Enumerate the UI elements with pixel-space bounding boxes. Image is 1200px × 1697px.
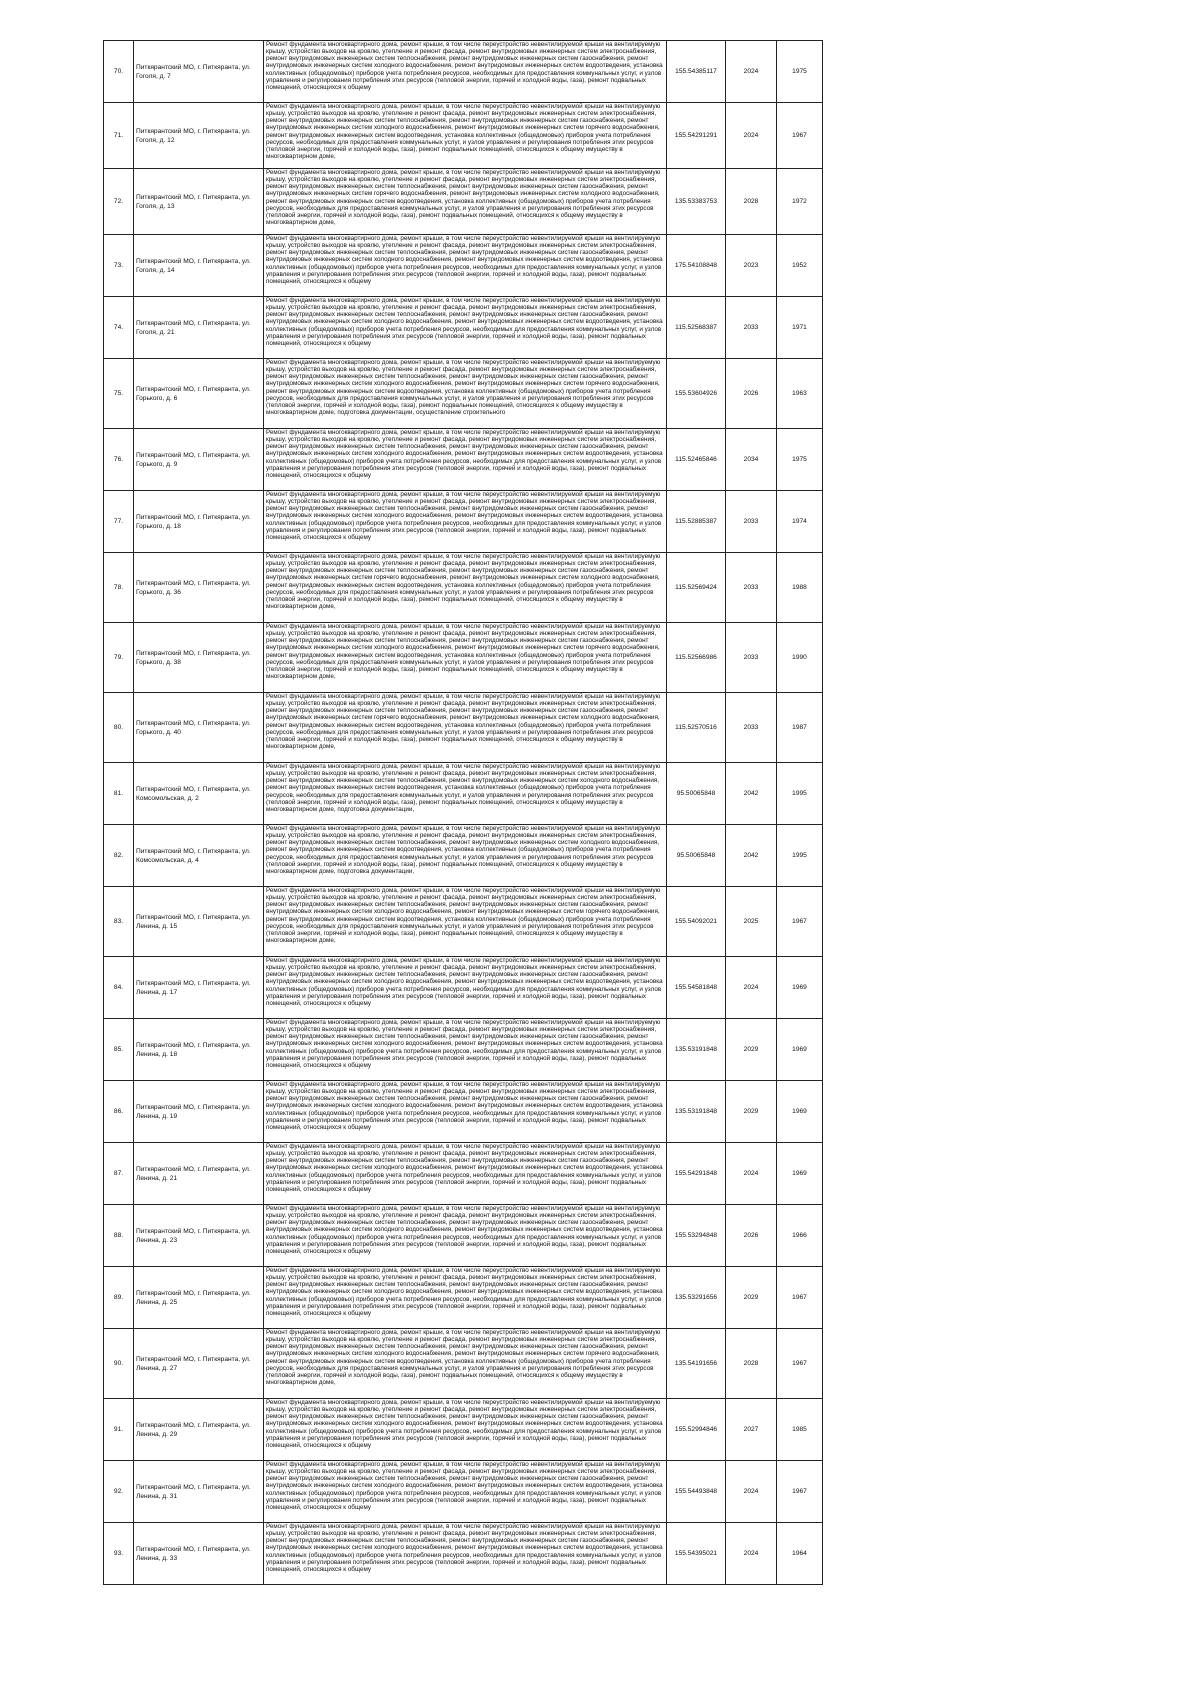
- cost-cell: 115.52885387: [667, 491, 726, 553]
- table-row: [104, 103, 823, 169]
- plan-year-cell: 2024: [726, 103, 777, 169]
- build-year-cell: 1975: [777, 429, 823, 491]
- row-number-cell: 89.: [104, 1267, 134, 1329]
- address-cell: [134, 1329, 264, 1399]
- row-number-cell: 91.: [104, 1399, 134, 1461]
- work-description-cell: [264, 553, 667, 623]
- build-year-cell: 1969: [777, 957, 823, 1019]
- address-text: Питкярантский МО, г. Питкяранта, ул. Комсомольская, д. 4: [136, 847, 251, 864]
- address-cell: [134, 1523, 264, 1585]
- table-row: [104, 825, 823, 887]
- work-description-cell: [264, 1143, 667, 1205]
- plan-year-cell: 2033: [726, 623, 777, 693]
- address-text: Питкярантский МО, г. Питкяранта, ул. Гоголя, д. 21: [136, 319, 251, 336]
- table-row: [104, 1329, 823, 1399]
- address-text: Питкярантский МО, г. Питкяранта, ул. Ленина, д. 21: [136, 1165, 251, 1182]
- plan-year-cell: 2029: [726, 1081, 777, 1143]
- cost-cell: 115.52569424: [667, 553, 726, 623]
- work-description-cell: [264, 1523, 667, 1585]
- row-number-cell: 88.: [104, 1205, 134, 1267]
- address-text: Питкярантский МО, г. Питкяранта, ул. Ленина, д. 17: [136, 979, 251, 996]
- work-description-text: Ремонт фундамента многоквартирного дома, ремонт крыши, в том числе переустройство невентилируемой крыши на вентилируемую крышу, устройство выходов на кровлю, утепление и ремонт фасада, ремонт внутридомовых инженерных систем электроснабжения, ремонт внутридомовых инженерных систем теплоснабжения, ремонт внутридомовых инженерных систем газоснабжения, ремонт внутридомовых инженерных систем холодного водоснабжения, ремонт внутридомовых инженерных систем водоотведения, установка коллективных (общедомовых) приборов учета потребления ресурсов, необходимых для предоставления коммунальных услуг, и узлов управления и регулирования потребления этих ресурсов (тепловой энергии, горячей и холодной воды, газа), ремонт подвальных помещений, относящихся к общему: [266, 1081, 663, 1131]
- build-year-cell: 1995: [777, 763, 823, 825]
- build-year-cell: 1987: [777, 693, 823, 763]
- address-cell: [134, 1461, 264, 1523]
- cost-cell: 155.54291291: [667, 103, 726, 169]
- work-description-text: Ремонт фундамента многоквартирного дома, ремонт крыши, в том числе переустройство невентилируемой крыши на вентилируемую крышу, устройство выходов на кровлю, утепление и ремонт фасада, ремонт внутридомовых инженерных систем электроснабжения, ремонт внутридомовых инженерных систем теплоснабжения, ремонт внутридомовых инженерных систем газоснабжения, ремонт внутридомовых инженерных систем холодного водоснабжения, ремонт внутридомовых инженерных систем водоотведения, установка коллективных (общедомовых) приборов учета потребления ресурсов, необходимых для предоставления коммунальных услуг, и узлов управления и регулирования потребления этих ресурсов (тепловой энергии, горячей и холодной воды, газа), ремонт подвальных помещений, относящихся к общему: [266, 41, 663, 91]
- table-body: [104, 41, 823, 1585]
- build-year-cell: 1969: [777, 1081, 823, 1143]
- cost-cell: 155.54581848: [667, 957, 726, 1019]
- work-description-text: Ремонт фундамента многоквартирного дома, ремонт крыши, в том числе переустройство невентилируемой крыши на вентилируемую крышу, устройство выходов на кровлю, утепление и ремонт фасада, ремонт внутридомовых инженерных систем электроснабжения, ремонт внутридомовых инженерных систем теплоснабжения, ремонт внутридомовых инженерных систем газоснабжения, ремонт внутридомовых инженерных систем холодного водоснабжения, ремонт внутридомовых инженерных систем водоотведения, установка коллективных (общедомовых) приборов учета потребления ресурсов, необходимых для предоставления коммунальных услуг, и узлов управления и регулирования потребления этих ресурсов (тепловой энергии, горячей и холодной воды, газа), ремонт подвальных помещений, относящихся к общему: [266, 491, 663, 541]
- build-year-cell: 1952: [777, 235, 823, 297]
- row-number-cell: 90.: [104, 1329, 134, 1399]
- table-row: [104, 1205, 823, 1267]
- row-number-cell: 76.: [104, 429, 134, 491]
- table-row: [104, 1399, 823, 1461]
- address-cell: [134, 1081, 264, 1143]
- address-text: Питкярантский МО, г. Питкяранта, ул. Ленина, д. 31: [136, 1483, 251, 1500]
- address-cell: [134, 763, 264, 825]
- cost-cell: 155.54395021: [667, 1523, 726, 1585]
- plan-year-cell: 2024: [726, 957, 777, 1019]
- build-year-cell: 1969: [777, 1143, 823, 1205]
- plan-year-cell: 2024: [726, 1523, 777, 1585]
- work-description-text: Ремонт фундамента многоквартирного дома, ремонт крыши, в том числе переустройство невентилируемой крыши на вентилируемую крышу, устройство выходов на кровлю, утепление и ремонт фасада, ремонт внутридомовых инженерных систем электроснабжения, ремонт внутридомовых инженерных систем теплоснабжения, ремонт внутридомовых инженерных систем холодного водоснабжения, ремонт внутридомовых инженерных систем водоотведения, установка коллективных (общедомовых) приборов учета потребления ресурсов, необходимых для предоставления коммунальных услуг, и узлов управления и регулирования потребления этих ресурсов (тепловой энергии, горячей и холодной воды, газа), ремонт подвальных помещений, относящихся к общему имуществу в многоквартирном доме, подготовка документации,: [266, 763, 661, 813]
- address-text: Питкярантский МО, г. Питкяранта, ул. Гоголя, д. 13: [136, 193, 251, 210]
- row-number-cell: 73.: [104, 235, 134, 297]
- build-year-cell: 1967: [777, 1461, 823, 1523]
- address-cell: [134, 553, 264, 623]
- build-year-cell: 1964: [777, 1523, 823, 1585]
- cost-cell: 155.54092021: [667, 887, 726, 957]
- work-description-cell: [264, 887, 667, 957]
- address-text: Питкярантский МО, г. Питкяранта, ул. Ленина, д. 15: [136, 913, 251, 930]
- plan-year-cell: 2033: [726, 491, 777, 553]
- work-description-text: Ремонт фундамента многоквартирного дома, ремонт крыши, в том числе переустройство невентилируемой крыши на вентилируемую крышу, устройство выходов на кровлю, утепление и ремонт фасада, ремонт внутридомовых инженерных систем электроснабжения, ремонт внутридомовых инженерных систем теплоснабжения, ремонт внутридомовых инженерных систем газоснабжения, ремонт внутридомовых инженерных систем горячего водоснабжения, ремонт внутридомовых инженерных систем холодного водоснабжения, ремонт внутридомовых инженерных систем водоотведения, установка коллективных (общедомовых) приборов учета потребления ресурсов, необходимых для предоставления коммунальных услуг, и узлов управления и регулирования потребления этих ресурсов (тепловой энергии, горячей и холодной воды, газа), ремонт подвальных помещений, относящихся к общему имуществу в многоквартирном доме,: [266, 169, 661, 227]
- build-year-cell: 1975: [777, 41, 823, 103]
- address-cell: [134, 623, 264, 693]
- address-cell: [134, 887, 264, 957]
- row-number-cell: 74.: [104, 297, 134, 359]
- work-description-cell: [264, 1399, 667, 1461]
- row-number-cell: 93.: [104, 1523, 134, 1585]
- address-cell: [134, 825, 264, 887]
- address-cell: [134, 957, 264, 1019]
- address-cell: [134, 235, 264, 297]
- row-number-cell: 87.: [104, 1143, 134, 1205]
- cost-cell: 135.53191848: [667, 1081, 726, 1143]
- address-cell: [134, 429, 264, 491]
- build-year-cell: 1988: [777, 553, 823, 623]
- work-description-cell: [264, 957, 667, 1019]
- address-cell: [134, 297, 264, 359]
- work-description-text: Ремонт фундамента многоквартирного дома, ремонт крыши, в том числе переустройство невентилируемой крыши на вентилируемую крышу, устройство выходов на кровлю, утепление и ремонт фасада, ремонт внутридомовых инженерных систем электроснабжения, ремонт внутридомовых инженерных систем теплоснабжения, ремонт внутридомовых инженерных систем газоснабжения, ремонт внутридомовых инженерных систем холодного водоснабжения, ремонт внутридомовых инженерных систем горячего водоснабжения, ремонт внутридомовых инженерных систем водоотведения, установка коллективных (общедомовых) приборов учета потребления ресурсов, необходимых для предоставления коммунальных услуг, и узлов управления и регулирования потребления этих ресурсов (тепловой энергии, горячей и холодной воды, газа), ремонт подвальных помещений, относящихся к общему имуществу в многоквартирном доме,: [266, 623, 661, 681]
- work-description-cell: [264, 429, 667, 491]
- cost-cell: 135.53191848: [667, 1019, 726, 1081]
- cost-cell: 115.52465846: [667, 429, 726, 491]
- address-cell: [134, 41, 264, 103]
- row-number-cell: 79.: [104, 623, 134, 693]
- cost-cell: 95.50065848: [667, 763, 726, 825]
- address-cell: [134, 1267, 264, 1329]
- address-cell: [134, 491, 264, 553]
- table-row: [104, 1523, 823, 1585]
- row-number-cell: 81.: [104, 763, 134, 825]
- build-year-cell: 1966: [777, 1205, 823, 1267]
- address-cell: [134, 1019, 264, 1081]
- plan-year-cell: 2026: [726, 1205, 777, 1267]
- address-text: Питкярантский МО, г. Питкяранта, ул. Ленина, д. 18: [136, 1041, 251, 1058]
- build-year-cell: 1967: [777, 887, 823, 957]
- address-text: Питкярантский МО, г. Питкяранта, ул. Горького, д. 9: [136, 451, 251, 468]
- table-row: [104, 693, 823, 763]
- address-cell: [134, 169, 264, 235]
- row-number-cell: 72.: [104, 169, 134, 235]
- plan-year-cell: 2028: [726, 1329, 777, 1399]
- address-text: Питкярантский МО, г. Питкяранта, ул. Ленина, д. 23: [136, 1227, 251, 1244]
- repair-program-table: [103, 40, 823, 1585]
- table-row: [104, 491, 823, 553]
- row-number-cell: 82.: [104, 825, 134, 887]
- address-cell: [134, 693, 264, 763]
- cost-cell: 115.52568387: [667, 297, 726, 359]
- table-row: [104, 429, 823, 491]
- build-year-cell: 1972: [777, 169, 823, 235]
- row-number-cell: 86.: [104, 1081, 134, 1143]
- address-text: Питкярантский МО, г. Питкяранта, ул. Комсомольская, д. 2: [136, 785, 251, 802]
- table-row: [104, 235, 823, 297]
- plan-year-cell: 2042: [726, 825, 777, 887]
- address-text: Питкярантский МО, г. Питкяранта, ул. Ленина, д. 29: [136, 1421, 251, 1438]
- build-year-cell: 1963: [777, 359, 823, 429]
- work-description-cell: [264, 1019, 667, 1081]
- build-year-cell: 1995: [777, 825, 823, 887]
- table-row: [104, 957, 823, 1019]
- table-row: [104, 553, 823, 623]
- cost-cell: 135.53383753: [667, 169, 726, 235]
- work-description-text: Ремонт фундамента многоквартирного дома, ремонт крыши, в том числе переустройство невентилируемой крыши на вентилируемую крышу, устройство выходов на кровлю, утепление и ремонт фасада, ремонт внутридомовых инженерных систем электроснабжения, ремонт внутридомовых инженерных систем теплоснабжения, ремонт внутридомовых инженерных систем газоснабжения, ремонт внутридомовых инженерных систем холодного водоснабжения, ремонт внутридомовых инженерных систем водоотведения, установка коллективных (общедомовых) приборов учета потребления ресурсов, необходимых для предоставления коммунальных услуг, и узлов управления и регулирования потребления этих ресурсов (тепловой энергии, горячей и холодной воды, газа), ремонт подвальных помещений, относящихся к общему: [266, 1399, 663, 1449]
- work-description-cell: [264, 1205, 667, 1267]
- build-year-cell: 1967: [777, 1329, 823, 1399]
- address-text: Питкярантский МО, г. Питкяранта, ул. Горького, д. 40: [136, 719, 251, 736]
- work-description-text: Ремонт фундамента многоквартирного дома, ремонт крыши, в том числе переустройство невентилируемой крыши на вентилируемую крышу, устройство выходов на кровлю, утепление и ремонт фасада, ремонт внутридомовых инженерных систем электроснабжения, ремонт внутридомовых инженерных систем теплоснабжения, ремонт внутридомовых инженерных систем газоснабжения, ремонт внутридомовых инженерных систем холодного водоснабжения, ремонт внутридомовых инженерных систем водоотведения, установка коллективных (общедомовых) приборов учета потребления ресурсов, необходимых для предоставления коммунальных услуг, и узлов управления и регулирования потребления этих ресурсов (тепловой энергии, горячей и холодной воды, газа), ремонт подвальных помещений, относящихся к общему: [266, 1205, 663, 1255]
- work-description-cell: [264, 1267, 667, 1329]
- build-year-cell: 1967: [777, 1267, 823, 1329]
- work-description-cell: [264, 825, 667, 887]
- cost-cell: 115.52570516: [667, 693, 726, 763]
- cost-cell: 135.54191656: [667, 1329, 726, 1399]
- table-row: [104, 763, 823, 825]
- build-year-cell: 1990: [777, 623, 823, 693]
- work-description-cell: [264, 491, 667, 553]
- plan-year-cell: 2033: [726, 693, 777, 763]
- table-row: [104, 1267, 823, 1329]
- address-cell: [134, 1205, 264, 1267]
- table-row: [104, 41, 823, 103]
- table-row: [104, 359, 823, 429]
- work-description-text: Ремонт фундамента многоквартирного дома, ремонт крыши, в том числе переустройство невентилируемой крыши на вентилируемую крышу, устройство выходов на кровлю, утепление и ремонт фасада, ремонт внутридомовых инженерных систем электроснабжения, ремонт внутридомовых инженерных систем теплоснабжения, ремонт внутридомовых инженерных систем газоснабжения, ремонт внутридомовых инженерных систем холодного водоснабжения, ремонт внутридомовых инженерных систем водоотведения, установка коллективных (общедомовых) приборов учета потребления ресурсов, необходимых для предоставления коммунальных услуг, и узлов управления и регулирования потребления этих ресурсов (тепловой энергии, горячей и холодной воды, газа), ремонт подвальных помещений, относящихся к общему: [266, 1523, 663, 1573]
- row-number-cell: 83.: [104, 887, 134, 957]
- work-description-text: Ремонт фундамента многоквартирного дома, ремонт крыши, в том числе переустройство невентилируемой крыши на вентилируемую крышу, устройство выходов на кровлю, утепление и ремонт фасада, ремонт внутридомовых инженерных систем электроснабжения, ремонт внутридомовых инженерных систем теплоснабжения, ремонт внутридомовых инженерных систем газоснабжения, ремонт внутридомовых инженерных систем холодного водоснабжения, ремонт внутридомовых инженерных систем водоотведения, установка коллективных (общедомовых) приборов учета потребления ресурсов, необходимых для предоставления коммунальных услуг, и узлов управления и регулирования потребления этих ресурсов (тепловой энергии, горячей и холодной воды, газа), ремонт подвальных помещений, относящихся к общему: [266, 235, 663, 285]
- cost-cell: 155.54493848: [667, 1461, 726, 1523]
- table-row: [104, 297, 823, 359]
- address-text: Питкярантский МО, г. Питкяранта, ул. Ленина, д. 25: [136, 1289, 251, 1306]
- table-row: [104, 623, 823, 693]
- row-number-cell: 70.: [104, 41, 134, 103]
- plan-year-cell: 2029: [726, 1019, 777, 1081]
- work-description-cell: [264, 41, 667, 103]
- work-description-cell: [264, 169, 667, 235]
- work-description-text: Ремонт фундамента многоквартирного дома, ремонт крыши, в том числе переустройство невентилируемой крыши на вентилируемую крышу, устройство выходов на кровлю, утепление и ремонт фасада, ремонт внутридомовых инженерных систем электроснабжения, ремонт внутридомовых инженерных систем теплоснабжения, ремонт внутридомовых инженерных систем газоснабжения, ремонт внутридомовых инженерных систем горячего водоснабжения, ремонт внутридомовых инженерных систем холодного водоснабжения, ремонт внутридомовых инженерных систем водоотведения, установка коллективных (общедомовых) приборов учета потребления ресурсов, необходимых для предоставления коммунальных услуг, и узлов управления и регулирования потребления этих ресурсов (тепловой энергии, горячей и холодной воды, газа), ремонт подвальных помещений, относящихся к общему имуществу в многоквартирном доме,: [266, 693, 661, 751]
- work-description-text: Ремонт фундамента многоквартирного дома, ремонт крыши, в том числе переустройство невентилируемой крыши на вентилируемую крышу, устройство выходов на кровлю, утепление и ремонт фасада, ремонт внутридомовых инженерных систем электроснабжения, ремонт внутридомовых инженерных систем теплоснабжения, ремонт внутридомовых инженерных систем газоснабжения, ремонт внутридомовых инженерных систем холодного водоснабжения, ремонт внутридомовых инженерных систем горячего водоснабжения, ремонт внутридомовых инженерных систем водоотведения, установка коллективных (общедомовых) приборов учета потребления ресурсов, необходимых для предоставления коммунальных услуг, и узлов управления и регулирования потребления этих ресурсов (тепловой энергии, горячей и холодной воды, газа), ремонт подвальных помещений, относящихся к общему имуществу в многоквартирном доме,: [266, 887, 661, 945]
- plan-year-cell: 2034: [726, 429, 777, 491]
- work-description-cell: [264, 235, 667, 297]
- plan-year-cell: 2024: [726, 1461, 777, 1523]
- address-text: Питкярантский МО, г. Питкяранта, ул. Гоголя, д. 14: [136, 257, 251, 274]
- work-description-cell: [264, 297, 667, 359]
- address-text: Питкярантский МО, г. Питкяранта, ул. Горького, д. 18: [136, 513, 251, 530]
- address-text: Питкярантский МО, г. Питкяранта, ул. Ленина, д. 27: [136, 1355, 251, 1372]
- address-text: Питкярантский МО, г. Питкяранта, ул. Горького, д. 6: [136, 385, 251, 402]
- plan-year-cell: 2026: [726, 359, 777, 429]
- address-text: Питкярантский МО, г. Питкяранта, ул. Горького, д. 38: [136, 649, 251, 666]
- row-number-cell: 80.: [104, 693, 134, 763]
- build-year-cell: 1974: [777, 491, 823, 553]
- row-number-cell: 77.: [104, 491, 134, 553]
- work-description-text: Ремонт фундамента многоквартирного дома, ремонт крыши, в том числе переустройство невентилируемой крыши на вентилируемую крышу, устройство выходов на кровлю, утепление и ремонт фасада, ремонт внутридомовых инженерных систем электроснабжения, ремонт внутридомовых инженерных систем теплоснабжения, ремонт внутридомовых инженерных систем газоснабжения, ремонт внутридомовых инженерных систем холодного водоснабжения, ремонт внутридомовых инженерных систем горячего водоснабжения, ремонт внутридомовых инженерных систем водоотведения, установка коллективных (общедомовых) приборов учета потребления ресурсов, необходимых для предоставления коммунальных услуг, и узлов управления и регулирования потребления этих ресурсов (тепловой энергии, горячей и холодной воды, газа), ремонт подвальных помещений, относящихся к общему имуществу в многоквартирном доме,: [266, 103, 661, 161]
- address-cell: [134, 1399, 264, 1461]
- cost-cell: 155.53294848: [667, 1205, 726, 1267]
- work-description-cell: [264, 359, 667, 429]
- address-text: Питкярантский МО, г. Питкяранта, ул. Гоголя, д. 7: [136, 63, 251, 80]
- work-description-text: Ремонт фундамента многоквартирного дома, ремонт крыши, в том числе переустройство невентилируемой крыши на вентилируемую крышу, устройство выходов на кровлю, утепление и ремонт фасада, ремонт внутридомовых инженерных систем электроснабжения, ремонт внутридомовых инженерных систем теплоснабжения, ремонт внутридомовых инженерных систем газоснабжения, ремонт внутридомовых инженерных систем холодного водоснабжения, ремонт внутридомовых инженерных систем водоотведения, установка коллективных (общедомовых) приборов учета потребления ресурсов, необходимых для предоставления коммунальных услуг, и узлов управления и регулирования потребления этих ресурсов (тепловой энергии, горячей и холодной воды, газа), ремонт подвальных помещений, относящихся к общему: [266, 1143, 663, 1193]
- row-number-cell: 75.: [104, 359, 134, 429]
- work-description-cell: [264, 1329, 667, 1399]
- work-description-cell: [264, 763, 667, 825]
- plan-year-cell: 2042: [726, 763, 777, 825]
- table-row: [104, 1143, 823, 1205]
- work-description-text: Ремонт фундамента многоквартирного дома, ремонт крыши, в том числе переустройство невентилируемой крыши на вентилируемую крышу, устройство выходов на кровлю, утепление и ремонт фасада, ремонт внутридомовых инженерных систем электроснабжения, ремонт внутридомовых инженерных систем теплоснабжения, ремонт внутридомовых инженерных систем газоснабжения, ремонт внутридомовых инженерных систем холодного водоснабжения, ремонт внутридомовых инженерных систем водоотведения, установка коллективных (общедомовых) приборов учета потребления ресурсов, необходимых для предоставления коммунальных услуг, и узлов управления и регулирования потребления этих ресурсов (тепловой энергии, горячей и холодной воды, газа), ремонт подвальных помещений, относящихся к общему: [266, 1019, 663, 1069]
- work-description-cell: [264, 623, 667, 693]
- cost-cell: 155.53604926: [667, 359, 726, 429]
- row-number-cell: 78.: [104, 553, 134, 623]
- cost-cell: 155.54385117: [667, 41, 726, 103]
- plan-year-cell: 2033: [726, 553, 777, 623]
- work-description-cell: [264, 693, 667, 763]
- work-description-text: Ремонт фундамента многоквартирного дома, ремонт крыши, в том числе переустройство невентилируемой крыши на вентилируемую крышу, устройство выходов на кровлю, утепление и ремонт фасада, ремонт внутридомовых инженерных систем электроснабжения, ремонт внутридомовых инженерных систем теплоснабжения, ремонт внутридомовых инженерных систем газоснабжения, ремонт внутридомовых инженерных систем холодного водоснабжения, ремонт внутридомовых инженерных систем водоотведения, установка коллективных (общедомовых) приборов учета потребления ресурсов, необходимых для предоставления коммунальных услуг, и узлов управления и регулирования потребления этих ресурсов (тепловой энергии, горячей и холодной воды, газа), ремонт подвальных помещений, относящихся к общему: [266, 297, 663, 347]
- work-description-text: Ремонт фундамента многоквартирного дома, ремонт крыши, в том числе переустройство невентилируемой крыши на вентилируемую крышу, устройство выходов на кровлю, утепление и ремонт фасада, ремонт внутридомовых инженерных систем электроснабжения, ремонт внутридомовых инженерных систем теплоснабжения, ремонт внутридомовых инженерных систем газоснабжения, ремонт внутридомовых инженерных систем холодного водоснабжения, ремонт внутридомовых инженерных систем горячего водоснабжения, ремонт внутридомовых инженерных систем водоотведения, установка коллективных (общедомовых) приборов учета потребления ресурсов, необходимых для предоставления коммунальных услуг, и узлов управления и регулирования потребления этих ресурсов (тепловой энергии, горячей и холодной воды, газа), ремонт подвальных помещений, относящихся к общему имуществу в многоквартирном доме, подготовка документации, осуществление строительного: [266, 359, 661, 417]
- address-cell: [134, 1143, 264, 1205]
- cost-cell: 135.53291656: [667, 1267, 726, 1329]
- plan-year-cell: 2027: [726, 1399, 777, 1461]
- work-description-cell: [264, 103, 667, 169]
- cost-cell: 115.52566986: [667, 623, 726, 693]
- plan-year-cell: 2028: [726, 169, 777, 235]
- table-row: [104, 1081, 823, 1143]
- row-number-cell: 85.: [104, 1019, 134, 1081]
- table-row: [104, 887, 823, 957]
- address-text: Питкярантский МО, г. Питкяранта, ул. Ленина, д. 19: [136, 1103, 251, 1120]
- row-number-cell: 84.: [104, 957, 134, 1019]
- work-description-text: Ремонт фундамента многоквартирного дома, ремонт крыши, в том числе переустройство невентилируемой крыши на вентилируемую крышу, устройство выходов на кровлю, утепление и ремонт фасада, ремонт внутридомовых инженерных систем электроснабжения, ремонт внутридомовых инженерных систем теплоснабжения, ремонт внутридомовых инженерных систем газоснабжения, ремонт внутридомовых инженерных систем горячего водоснабжения, ремонт внутридомовых инженерных систем холодного водоснабжения, ремонт внутридомовых инженерных систем водоотведения, установка коллективных (общедомовых) приборов учета потребления ресурсов, необходимых для предоставления коммунальных услуг, и узлов управления и регулирования потребления этих ресурсов (тепловой энергии, горячей и холодной воды, газа), ремонт подвальных помещений, относящихся к общему имуществу в многоквартирном доме,: [266, 553, 661, 611]
- work-description-text: Ремонт фундамента многоквартирного дома, ремонт крыши, в том числе переустройство невентилируемой крыши на вентилируемую крышу, устройство выходов на кровлю, утепление и ремонт фасада, ремонт внутридомовых инженерных систем электроснабжения, ремонт внутридомовых инженерных систем теплоснабжения, ремонт внутридомовых инженерных систем холодного водоснабжения, ремонт внутридомовых инженерных систем водоотведения, установка коллективных (общедомовых) приборов учета потребления ресурсов, необходимых для предоставления коммунальных услуг, и узлов управления и регулирования потребления этих ресурсов (тепловой энергии, горячей и холодной воды, газа), ремонт подвальных помещений, относящихся к общему имуществу в многоквартирном доме, подготовка документации,: [266, 825, 661, 875]
- cost-cell: 175.54108848: [667, 235, 726, 297]
- work-description-text: Ремонт фундамента многоквартирного дома, ремонт крыши, в том числе переустройство невентилируемой крыши на вентилируемую крышу, устройство выходов на кровлю, утепление и ремонт фасада, ремонт внутридомовых инженерных систем электроснабжения, ремонт внутридомовых инженерных систем теплоснабжения, ремонт внутридомовых инженерных систем газоснабжения, ремонт внутридомовых инженерных систем холодного водоснабжения, ремонт внутридомовых инженерных систем водоотведения, установка коллективных (общедомовых) приборов учета потребления ресурсов, необходимых для предоставления коммунальных услуг, и узлов управления и регулирования потребления этих ресурсов (тепловой энергии, горячей и холодной воды, газа), ремонт подвальных помещений, относящихся к общему: [266, 957, 663, 1007]
- work-description-cell: [264, 1081, 667, 1143]
- address-cell: [134, 103, 264, 169]
- row-number-cell: 92.: [104, 1461, 134, 1523]
- table-row: [104, 1019, 823, 1081]
- work-description-text: Ремонт фундамента многоквартирного дома, ремонт крыши, в том числе переустройство невентилируемой крыши на вентилируемую крышу, устройство выходов на кровлю, утепление и ремонт фасада, ремонт внутридомовых инженерных систем электроснабжения, ремонт внутридомовых инженерных систем теплоснабжения, ремонт внутридомовых инженерных систем газоснабжения, ремонт внутридомовых инженерных систем холодного водоснабжения, ремонт внутридомовых инженерных систем водоотведения, установка коллективных (общедомовых) приборов учета потребления ресурсов, необходимых для предоставления коммунальных услуг, и узлов управления и регулирования потребления этих ресурсов (тепловой энергии, горячей и холодной воды, газа), ремонт подвальных помещений, относящихся к общему: [266, 1267, 663, 1317]
- cost-cell: 95.50065848: [667, 825, 726, 887]
- work-description-cell: [264, 1461, 667, 1523]
- plan-year-cell: 2024: [726, 1143, 777, 1205]
- plan-year-cell: 2023: [726, 235, 777, 297]
- table-row: [104, 169, 823, 235]
- work-description-text: Ремонт фундамента многоквартирного дома, ремонт крыши, в том числе переустройство невентилируемой крыши на вентилируемую крышу, устройство выходов на кровлю, утепление и ремонт фасада, ремонт внутридомовых инженерных систем электроснабжения, ремонт внутридомовых инженерных систем теплоснабжения, ремонт внутридомовых инженерных систем газоснабжения, ремонт внутридомовых инженерных систем холодного водоснабжения, ремонт внутридомовых инженерных систем водоотведения, установка коллективных (общедомовых) приборов учета потребления ресурсов, необходимых для предоставления коммунальных услуг, и узлов управления и регулирования потребления этих ресурсов (тепловой энергии, горячей и холодной воды, газа), ремонт подвальных помещений, относящихся к общему: [266, 429, 663, 479]
- cost-cell: 155.52994846: [667, 1399, 726, 1461]
- cost-cell: 155.54291848: [667, 1143, 726, 1205]
- build-year-cell: 1969: [777, 1019, 823, 1081]
- work-description-text: Ремонт фундамента многоквартирного дома, ремонт крыши, в том числе переустройство невентилируемой крыши на вентилируемую крышу, устройство выходов на кровлю, утепление и ремонт фасада, ремонт внутридомовых инженерных систем электроснабжения, ремонт внутридомовых инженерных систем теплоснабжения, ремонт внутридомовых инженерных систем газоснабжения, ремонт внутридомовых инженерных систем холодного водоснабжения, ремонт внутридомовых инженерных систем горячего водоснабжения, ремонт внутридомовых инженерных систем водоотведения, установка коллективных (общедомовых) приборов учета потребления ресурсов, необходимых для предоставления коммунальных услуг, и узлов управления и регулирования потребления этих ресурсов (тепловой энергии, горячей и холодной воды, газа), ремонт подвальных помещений, относящихся к общему имуществу в многоквартирном доме,: [266, 1329, 661, 1387]
- address-text: Питкярантский МО, г. Питкяранта, ул. Гоголя, д. 12: [136, 127, 251, 144]
- plan-year-cell: 2033: [726, 297, 777, 359]
- table-row: [104, 1461, 823, 1523]
- address-text: Питкярантский МО, г. Питкяранта, ул. Ленина, д. 33: [136, 1545, 251, 1562]
- address-cell: [134, 359, 264, 429]
- build-year-cell: 1971: [777, 297, 823, 359]
- work-description-text: Ремонт фундамента многоквартирного дома, ремонт крыши, в том числе переустройство невентилируемой крыши на вентилируемую крышу, устройство выходов на кровлю, утепление и ремонт фасада, ремонт внутридомовых инженерных систем электроснабжения, ремонт внутридомовых инженерных систем теплоснабжения, ремонт внутридомовых инженерных систем газоснабжения, ремонт внутридомовых инженерных систем холодного водоснабжения, ремонт внутридомовых инженерных систем водоотведения, установка коллективных (общедомовых) приборов учета потребления ресурсов, необходимых для предоставления коммунальных услуг, и узлов управления и регулирования потребления этих ресурсов (тепловой энергии, горячей и холодной воды, газа), ремонт подвальных помещений, относящихся к общему: [266, 1461, 663, 1511]
- plan-year-cell: 2025: [726, 887, 777, 957]
- build-year-cell: 1985: [777, 1399, 823, 1461]
- address-text: Питкярантский МО, г. Питкяранта, ул. Горького, д. 36: [136, 579, 251, 596]
- build-year-cell: 1967: [777, 103, 823, 169]
- row-number-cell: 71.: [104, 103, 134, 169]
- plan-year-cell: 2024: [726, 41, 777, 103]
- plan-year-cell: 2029: [726, 1267, 777, 1329]
